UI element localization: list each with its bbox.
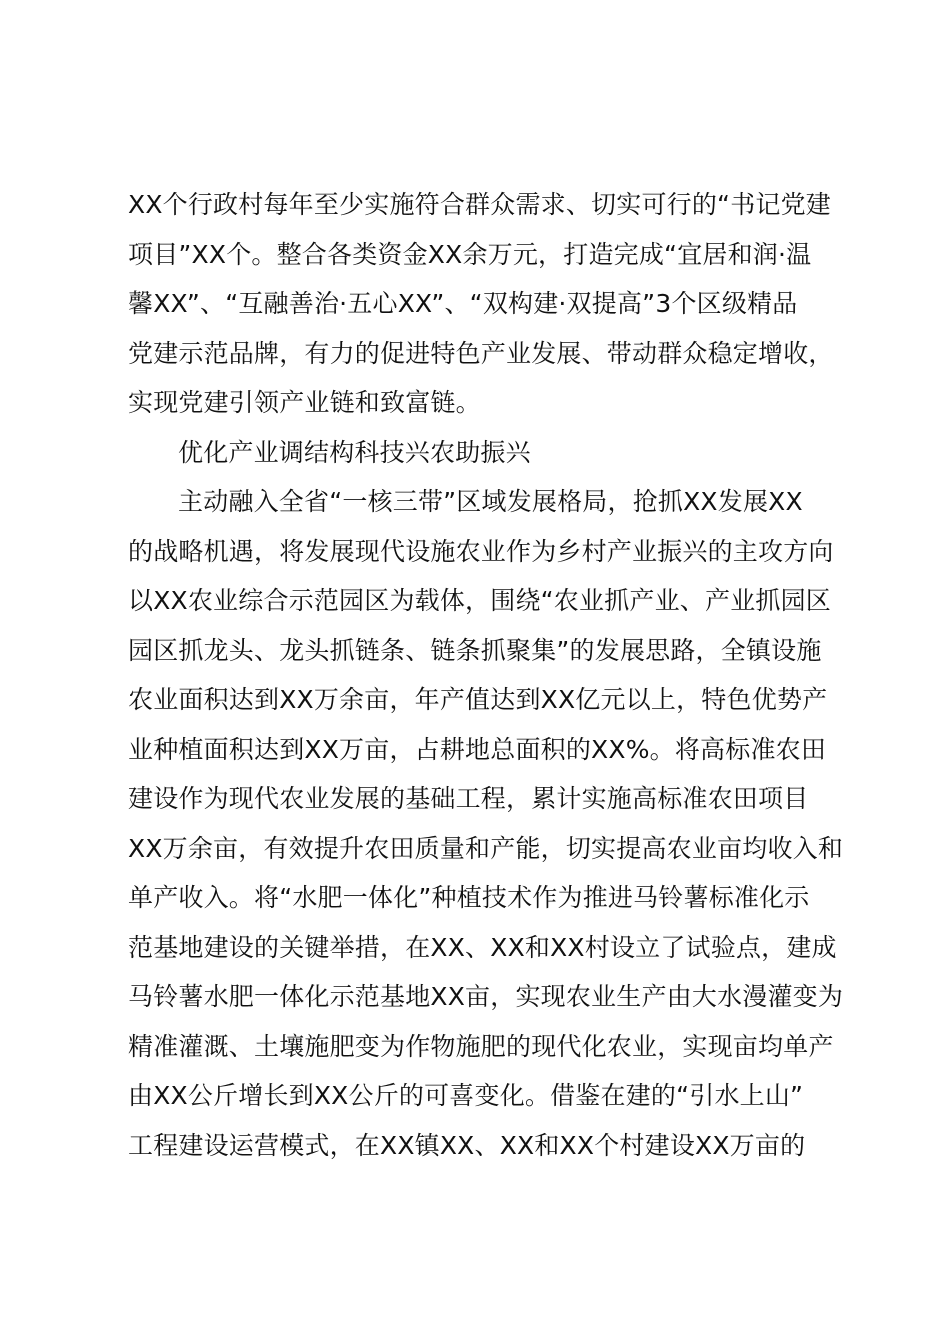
paragraph-line: 单产收入。将“水肥一体化”种植技术作为推进马铃薯标准化示 [128,883,810,912]
paragraph-line: 的战略机遇，将发展现代设施农业作为乡村产业振兴的主攻方向 [128,537,834,566]
paragraph-line: 工程建设运营模式，在XX镇XX、XX和XX个村建设XX万亩的 [128,1131,806,1160]
paragraph-line: 馨XX”、“互融善治·五心XX”、“双构建·双提高”3个区级精品 [128,289,798,318]
paragraph-line: 马铃薯水肥一体化示范基地XX亩，实现农业生产由大水漫灌变为 [128,982,844,1011]
paragraph-line: 业种植面积达到XX万亩，占耕地总面积的XX%。将高标准农田 [128,735,827,764]
paragraph-line: 由XX公斤增长到XX公斤的可喜变化。借鉴在建的“引水上山” [128,1081,804,1110]
paragraph-line: 农业面积达到XX万余亩，年产值达到XX亿元以上，特色优势产 [128,685,828,714]
paragraph-line: 精准灌溉、土壤施肥变为作物施肥的现代化农业，实现亩均单产 [128,1032,834,1061]
paragraph-line: 园区抓龙头、龙头抓链条、链条抓聚集”的发展思路，全镇设施 [128,636,822,665]
paragraph-line: 范基地建设的关键举措，在XX、XX和XX村设立了试验点，建成 [128,933,837,962]
paragraph-line: 主动融入全省“一核三带”区域发展格局，抢抓XX发展XX [178,487,803,516]
paragraph-line: 实现党建引领产业链和致富链。 [128,388,481,417]
paragraph-line: 党建示范品牌，有力的促进特色产业发展、带动群众稳定增收， [128,339,834,368]
section-heading: 优化产业调结构科技兴农助振兴 [178,438,531,467]
paragraph-line: 项目”XX个。整合各类资金XX余万元，打造完成“宜居和润·温 [128,240,812,269]
paragraph-line: XX万余亩，有效提升农田质量和产能，切实提高农业亩均收入和 [128,834,844,863]
paragraph-line: 建设作为现代农业发展的基础工程，累计实施高标准农田项目 [128,784,809,813]
paragraph-line: XX个行政村每年至少实施符合群众需求、切实可行的“书记党建 [128,190,832,219]
paragraph-line: 以XX农业综合示范园区为载体，围绕“农业抓产业、产业抓园区 [128,586,832,615]
